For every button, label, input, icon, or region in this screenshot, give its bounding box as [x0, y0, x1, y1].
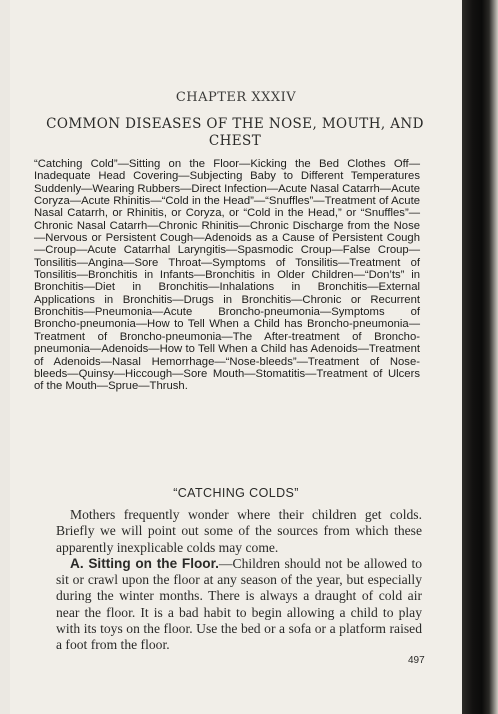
chapter-title: COMMON DISEASES OF THE NOSE, MOUTH, AND CHEST	[46, 116, 424, 149]
chapter-summary: “Catching Cold”—Sitting on the Floor—Kicking the Bed Clothes Off—Inadequate Head Covering—Subjecting Baby to Different Temperatures Suddenly—Wearing Rubbers—Direct Infection—Acute Nasal Catarrh—Acute Coryza—Acute Rhinitis—“Cold in the Head”—“Snuffles”—Treatment of Acute Nasal Catarrh, or Rhinitis, or Coryza, or “Cold in the Head,” or “Snuffles”—Chronic Nasal Catarrh—Chronic Rhinitis—Chronic Discharge from the Nose—Nervous or Persistent Cough—Adenoids as a Cause of Persistent Cough—Croup—Acute Catarrhal Laryngitis—Spasmodic Croup—False Croup—Tonsilitis—Angina—Sore Throat—Symptoms of Tonsilitis—Treatment of Tonsilitis—Bronchitis in Infants—Bronchitis in Older Children—“Don’ts” in Bronchitis—Diet in Bronchitis—Inhalations in Bronchitis—External Applications in Bronchitis—Drugs in Bronchitis—Chronic or Recurrent Bronchitis—Pneumonia—Acute Broncho-pneumonia—Symptoms of Broncho-pneumonia—How to Tell When a Child has Broncho-pneumonia—Treatment of Broncho-pneumonia—The After-treatment of Broncho-pneumonia—Adenoids—How to Tell When a Child has Adenoids—Treatment of Adenoids—Nasal Hemorrhage—“Nose-bleeds”—Treatment of Nose-bleeds—Quinsy—Hiccough—Sore Mouth—Stomatitis—Treatment of Ulcers of the Mouth—Sprue—Thrush.	[34, 158, 420, 393]
page-sheet	[10, 0, 462, 714]
section-heading: “CATCHING COLDS”	[173, 486, 299, 500]
paragraph-text: —Children should not be allowed to sit or crawl upon the floor at any season of the year, but especially during the winter months. There is always a draught of cold air near the floor. It is a bad habit to begin allowing a child to play with its toys on the floor. Use the bed or a sofa or a platform raised a foot from the floor.	[56, 555, 423, 653]
body-text	[56, 507, 422, 654]
book-spine-shadow	[462, 0, 498, 714]
paragraph	[56, 556, 422, 654]
chapter-number: CHAPTER XXXIV	[175, 90, 297, 105]
paragraph-lead: A. Sitting on the Floor.	[70, 555, 219, 571]
page-number: 497	[408, 655, 425, 666]
paragraph: Mothers frequently wonder where their children get colds. Briefly we will point out some of the sources from which these apparently inexplicable colds may come.	[56, 507, 422, 555]
